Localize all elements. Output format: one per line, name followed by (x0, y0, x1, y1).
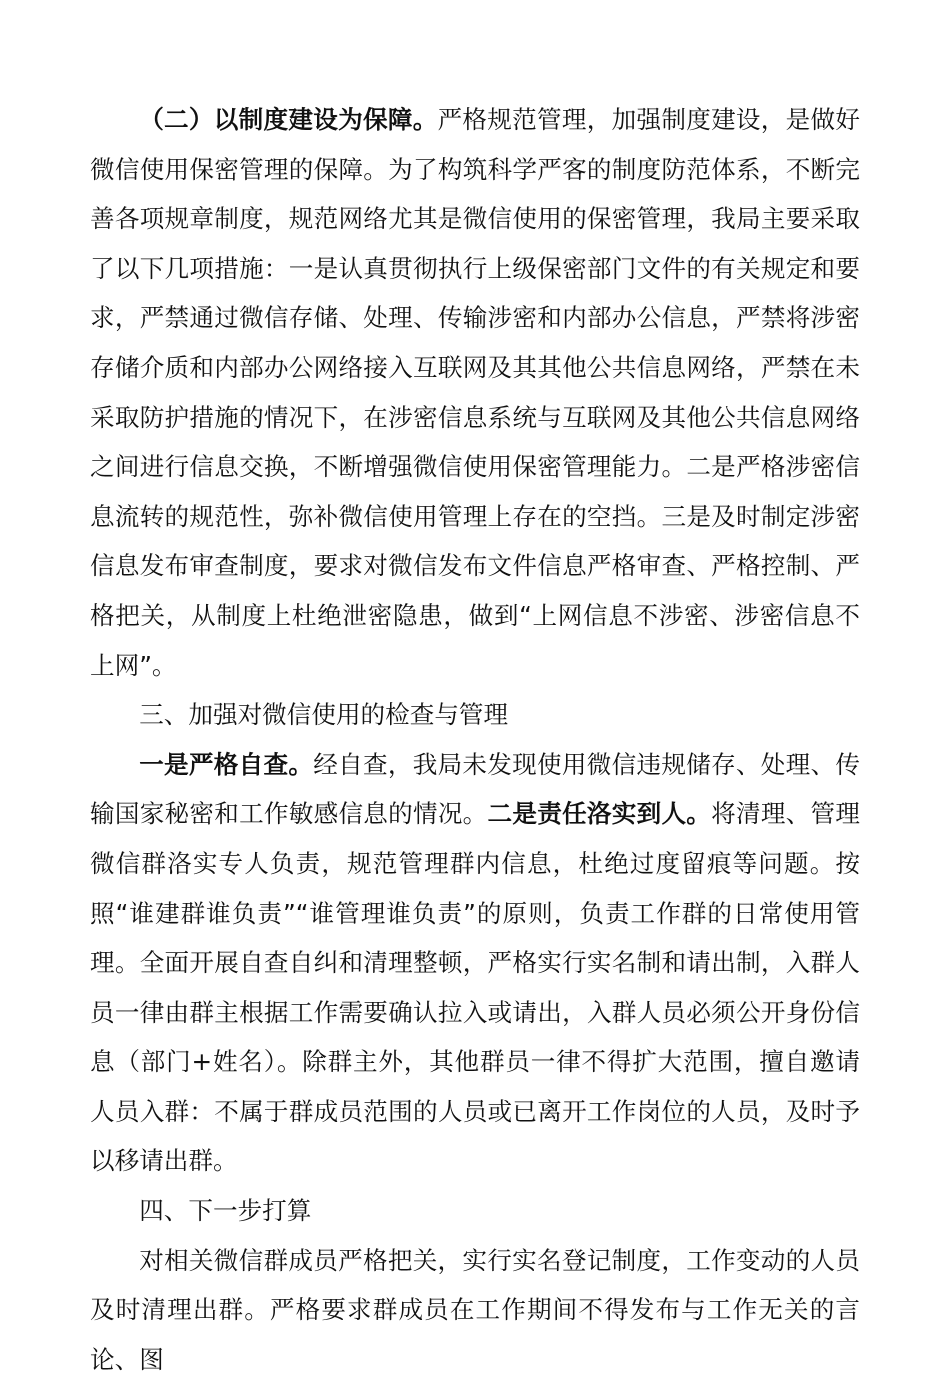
heading-section-four: 四、下一步打算 (139, 1196, 312, 1226)
section-three-lead-two: 二是责任洛实到人。 (487, 799, 712, 829)
section-three-body-one: 经自查，我局未发现使用微信违规储存、处理、传输国家秘密和工作敏感信息的情况。 (90, 749, 860, 829)
section-three-lead-one: 一是严格自查。 (139, 749, 314, 779)
heading-section-three: 三、加强对微信使用的检查与管理 (139, 700, 509, 730)
section-two-lead: （二）以制度建设为保障。 (139, 105, 438, 134)
section-two-body: 严格规范管理，加强制度建设，是做好微信使用保密管理的保障。为了构筑科学严客的制度防范体系，不断完善各项规章制度，规范网络尤其是微信使用的保密管理，我局主要采取了以下几项措施：一是认真贯彻执行上级保密部门文件的有关规定和要求，严禁通过微信存储、处理、传输涉密和内部办公信息，严禁将涉密存储介质和内部办公网络接入互联网及其其他公共信息网络，严禁在未采取防护措施的情况下，在涉密信息系统与互联网及其他公共信息网络之间进行信息交换，不断增强微信使用保密管理能力。二是严格涉密信息流转的规范性，弥补微信使用管理上存在的空挡。三是及时制定涉密信息发布审查制度，要求对微信发布文件信息严格审查、严格控制、严格把关，从制度上杜绝泄密隐患，做到“上网信息不涉密、涉密信息不上网”。 (90, 105, 860, 680)
document-page (90, 95, 860, 1384)
paragraph-section-two (90, 95, 860, 690)
paragraph-section-four: 对相关微信群成员严格把关，实行实名登记制度，工作变动的人员及时清理出群。严格要求群成员在工作期间不得发布与工作无关的言论、图 (90, 1245, 860, 1374)
section-three-body-two: 将清理、管理微信群洛实专人负责，规范管理群内信息，杜绝过度留痕等问题。按照“谁建群谁负责”“谁管理谁负责”的原则，负责工作群的日常使用管理。全面开展自查自纠和清理整顿，严格实行实名制和请出制，入群人员一律由群主根据工作需要确认拉入或请出，入群人员必须公开身份信息（部门+姓名）。除群主外，其他群员一律不得扩大范围，擅自邀请人员入群：不属于群成员范围的人员或已离开工作岗位的人员，及时予以移请出群。 (90, 799, 860, 1176)
paragraph-section-three (90, 740, 860, 1186)
